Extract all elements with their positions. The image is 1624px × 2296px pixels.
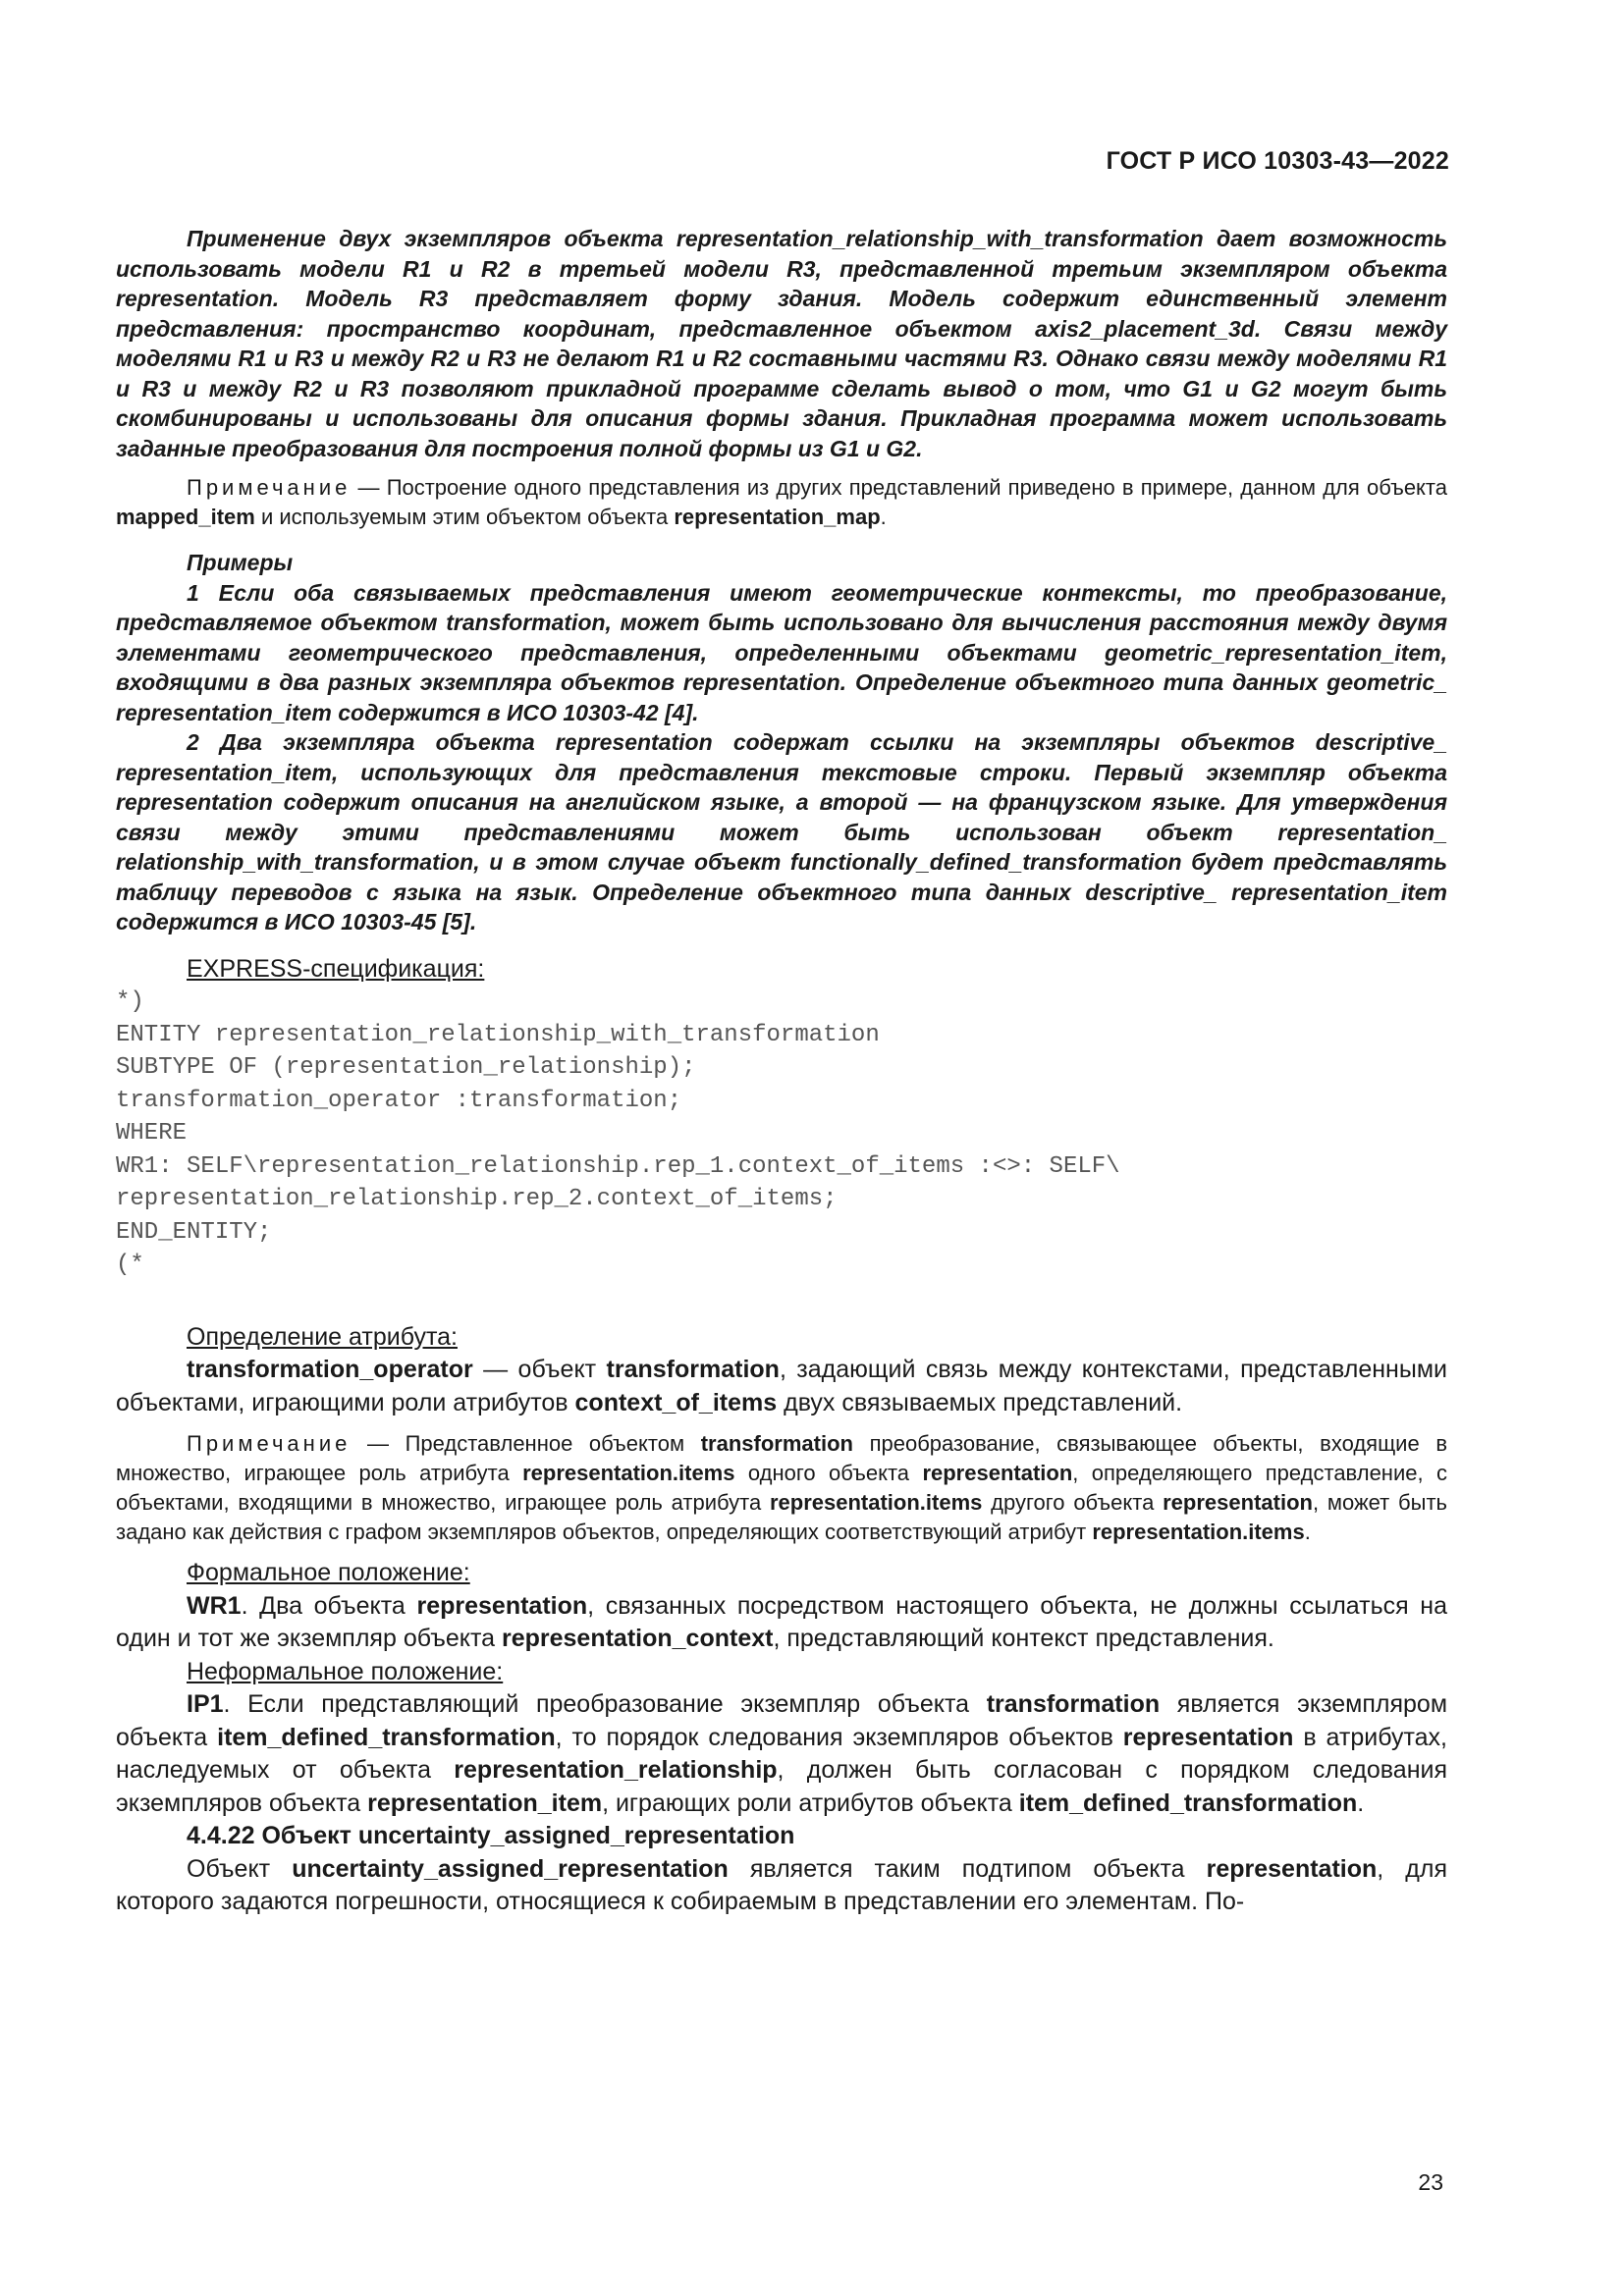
term-representation-map: representation_map xyxy=(674,505,881,529)
note-label: Примечание xyxy=(187,1431,352,1456)
formal-heading: Формальное положение: xyxy=(187,1559,470,1586)
intro-paragraph: Применение двух экземпляров объекта representation_relationship_with_transformation дает возможность использовать модели R1 и R2 в третьей модели R3, представленной третьим экземпляром объекта representation. Модель R3 представляет форму здания. Модель содержит единственный элемент представления: пространство координат, представленное объектом axis2_placement_3d. Связи между моделями R1 и R3 и между R2 и R3 не делают R1 и R2 составными частями R3. Однако связи между моделями R1 и R3 и между R2 и R3 позволяют прикладной программе сделать вывод о том, что G1 и G2 могут быть скомбинированы и использованы для описания формы здания. Прикладная программа может использовать заданные преобразования для построения полной формы из G1 и G2. xyxy=(116,226,1447,461)
express-heading: EXPRESS-спецификация: xyxy=(187,954,485,983)
note-paragraph-2: Примечание — Представленное объектом transformation преобразование, связывающее объекты, входящие в множество, играющее роль атрибута representation.items одного объекта representation, определяющего представление, с объектами, входящими в множество, играющее роль атрибута representation.items другого объекта representation, может быть задано как действия с графом экземпляров объектов, определяющих соответствующий атрибут representation.items. xyxy=(116,1431,1448,1544)
attribute-heading: Определение атрибута: xyxy=(187,1322,458,1351)
formal-proposition: WR1. Два объекта representation, связанных посредством настоящего объекта, не должны ссылаться на один и тот же экземпляр объекта representation_context, представляющий контекст представления. xyxy=(116,1591,1447,1652)
note-paragraph-1: Примечание — Построение одного представления из других представлений приведено в примере, данном для объекта mapped_item и используемым этим объектом объекта representation_map. xyxy=(116,475,1447,529)
informal-proposition: IP1. Если представляющий преобразование экземпляр объекта transformation является экземпляром объекта item_defined_transformation, то порядок следования экземпляров объектов representation в атрибутах, наследуемых от объекта representation_relationship, должен быть согласован с порядком следования экземпляров объекта representation_item, играющих роли атрибутов объекта item_defined_transformation. xyxy=(116,1690,1448,1817)
page-content xyxy=(116,224,1447,1919)
example-1: 1 Если оба связываемых представления имеют геометрические контексты, то преобразование, представляемое объектом transformation, может быть использовано для вычисления расстояния между двумя элементами геометрического представления, определенными объектами geometric_representation_item, входящими в два разных экземпляра объектов representation. Определение объектного типа данных geometric_ representation_item содержится в ИСО 10303-42 [4]. xyxy=(116,579,1447,725)
document-header: ГОСТ Р ИСО 10303-43—2022 xyxy=(1106,147,1449,175)
example-2: 2 Два экземпляра объекта representation содержат ссылки на экземпляры объектов descriptive_ representation_item, использующих для представления текстовые строки. Первый экземпляр объекта representation содержит описания на английском языке, а второй — на французском языке. Для утверждения связи между этими представлениями может быть использован объект representation_ relationship_with_transformation, и в этом случае объект functionally_defined_transformation будет представлять таблицу переводов с языка на язык. Определение объектного типа данных descriptive_ representation_item содержится в ИСО 10303-45 [5]. xyxy=(116,729,1447,934)
page-number: 23 xyxy=(1418,2169,1443,2195)
term-mapped-item: mapped_item xyxy=(116,505,255,529)
note-label: Примечание xyxy=(187,475,352,500)
express-code-block: *) ENTITY representation_relationship_with_transformation SUBTYPE OF (representation_relationship); transformation_operator :transformation; WHERE WR1: SELF\representation_relationship.rep_1.context_of_items :<>: SELF\ representation_relationship.rep_2.context_of_items; END_ENTITY; (* xyxy=(116,988,1120,1278)
section-paragraph: Объект uncertainty_assigned_representation является таким подтипом объекта representation, для которого задаются погрешности, относящиеся к собираемым в представлении его элементам. По- xyxy=(116,1854,1447,1915)
examples-heading: Примеры xyxy=(187,550,294,575)
section-title: 4.4.22 Объект uncertainty_assigned_representation xyxy=(187,1822,795,1849)
attribute-definition: transformation_operator — объект transformation, задающий связь между контекстами, представленными объектами, играющими роли атрибутов context_of_items двух связываемых представлений. xyxy=(116,1356,1447,1416)
informal-heading: Неформальное положение: xyxy=(187,1657,504,1685)
